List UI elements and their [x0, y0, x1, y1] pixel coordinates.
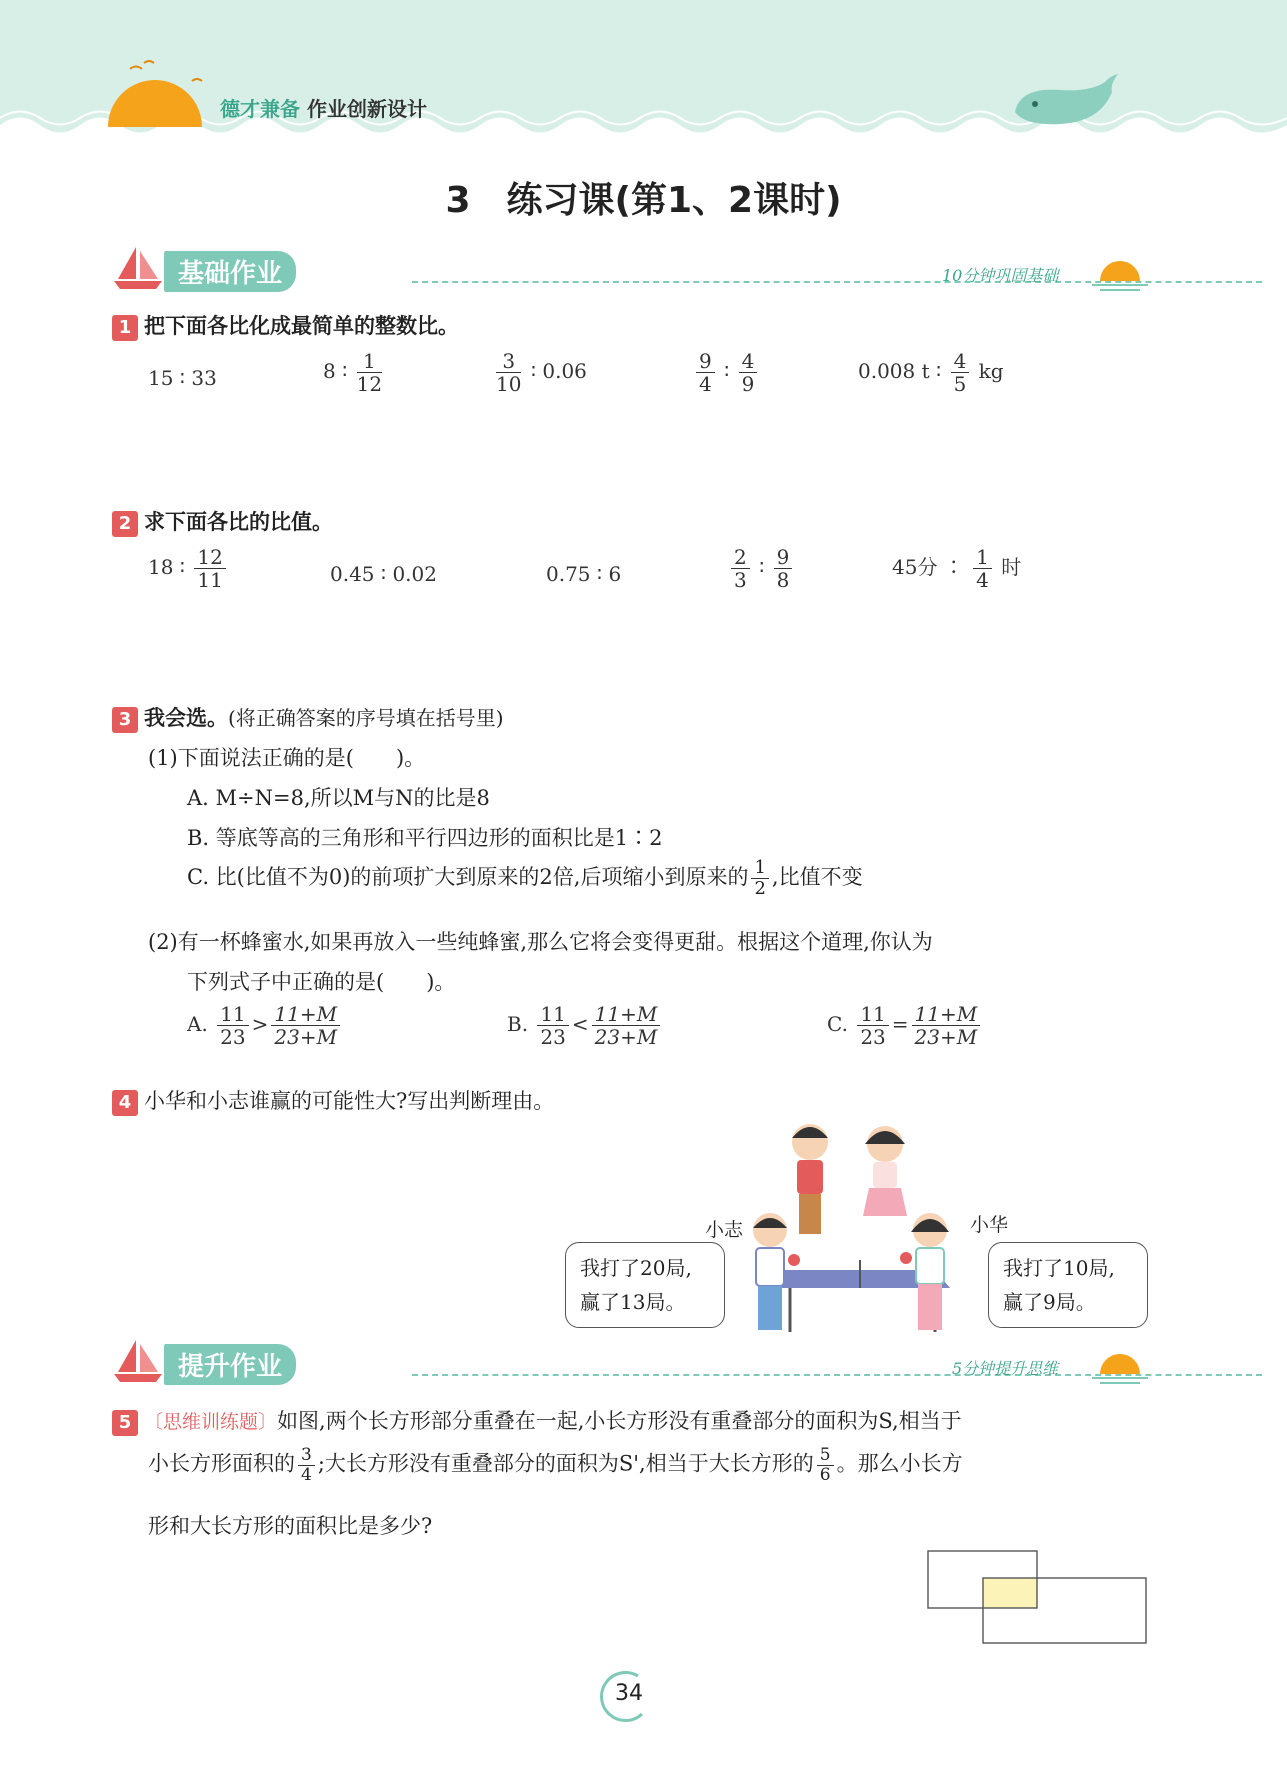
q3-sub-1: (1)下面说法正确的是( )。: [148, 746, 426, 770]
question-4: [112, 1085, 554, 1116]
q1-item-4: $\frac{9}{4}$ ∶ $\frac{4}{9}$: [693, 350, 760, 395]
section-basic-note: 10分钟巩固基础: [942, 266, 1059, 285]
sailboat-icon: [112, 1338, 164, 1384]
question-tag: 〔思维训练题〕: [144, 1411, 278, 1433]
question-number: 4: [112, 1090, 138, 1116]
section-advanced-header: [112, 1338, 1152, 1388]
sun-small-icon: [1092, 245, 1152, 295]
question-5-line-2: 小长方形面积的 $\frac{3}{4}$ ;大长方形没有重叠部分的面积为S',相当于大长方形的 $\frac{5}{6}$ 。那么小长方: [148, 1445, 963, 1485]
q3-sub-1-option-b: B. 等底等高的三角形和平行四边形的面积比是1∶2: [187, 826, 663, 850]
section-advanced-note: 5分钟提升思维: [952, 1359, 1059, 1378]
whale-icon: [1010, 72, 1125, 132]
q3-sub-1-option-a: A. M÷N=8,所以M与N的比是8: [187, 786, 490, 810]
q3-sub-2-options: [187, 1003, 1047, 1065]
q1-item-3: $\frac{3}{10}$ ∶ 0.06: [496, 349, 587, 396]
name-label-xiaohua: 小华: [970, 1214, 1009, 1236]
page-number: 34: [615, 1681, 643, 1706]
name-label-xiaozhi: 小志: [705, 1219, 744, 1241]
question-note: (将正确答案的序号填在括号里): [228, 706, 504, 730]
question-number: 2: [112, 511, 138, 537]
section-basic-label: 基础作业: [164, 251, 296, 292]
sun-logo-icon: [100, 55, 210, 130]
question-prompt: 小华和小志谁赢的可能性大?写出判断理由。: [144, 1089, 555, 1113]
overlapping-rectangles-figure: [925, 1548, 1150, 1648]
speech-bubble-xiaohua: 我打了10局, 赢了9局。: [988, 1242, 1148, 1328]
question-number: 5: [112, 1410, 138, 1436]
question-5: [112, 1405, 1152, 1436]
question-prompt: 把下面各比化成最简单的整数比。: [144, 314, 459, 338]
question-prompt: 我会选。: [144, 706, 228, 730]
question-prompt: 求下面各比的比值。: [144, 510, 333, 534]
question-number: 1: [112, 315, 138, 341]
q3-sub-2-line-1: (2)有一杯蜂蜜水,如果再放入一些纯蜂蜜,那么它将会变得更甜。根据这个道理,你认为: [148, 930, 933, 954]
sun-small-icon: [1092, 1338, 1152, 1388]
option-a: A. $\frac{11}{23}$ > $\frac{11+M}{23+M}$: [187, 1003, 343, 1048]
q2-item-3: 0.75 ∶ 6: [546, 562, 622, 586]
question-2: [112, 506, 333, 537]
question-line-1: 如图,两个长方形部分重叠在一起,小长方形没有重叠部分的面积为S,相当于: [277, 1409, 962, 1433]
q2-item-4: $\frac{2}{3}$ ∶ $\frac{9}{8}$: [728, 546, 795, 591]
boy-player-xiaozhi: [740, 1210, 800, 1340]
section-advanced-label: 提升作业: [164, 1344, 296, 1385]
question-1: [112, 310, 459, 341]
q2-item-2: 0.45 ∶ 0.02: [330, 562, 437, 586]
q3-sub-1-option-c: C. 比(比值不为0)的前项扩大到原来的2倍,后项缩小到原来的 $\frac{1}{2}$ ,比值不变: [187, 857, 863, 899]
brand-subtitle: 作业创新设计: [306, 97, 427, 121]
sailboat-icon: [112, 245, 164, 291]
q1-item-1: 15 ∶ 33: [148, 366, 217, 390]
brand-name: 德才兼备: [220, 97, 300, 121]
section-basic-header: [112, 245, 1152, 295]
question-3: [112, 702, 504, 733]
question-number: 3: [112, 707, 138, 733]
girl-player-xiaohua: [900, 1210, 960, 1340]
q2-item-1: 18 ∶ $\frac{12}{11}$: [148, 546, 229, 591]
q1-expressions: [148, 350, 1048, 410]
q1-item-5: 0.008 t ∶ $\frac{4}{5}$ kg: [858, 349, 1004, 396]
option-c: C. $\frac{11}{23}$ = $\frac{11+M}{23+M}$: [827, 1003, 983, 1048]
page-title: 3 练习课(第1、2课时): [445, 180, 842, 221]
option-b: B. $\frac{11}{23}$ < $\frac{11+M}{23+M}$: [507, 1003, 663, 1048]
speech-bubble-xiaozhi: 我打了20局, 赢了13局。: [565, 1242, 725, 1328]
q3-sub-2-line-2: 下列式子中正确的是( )。: [187, 970, 456, 994]
q2-expressions: [148, 546, 1048, 606]
question-5-line-3: 形和大长方形的面积比是多少?: [148, 1514, 433, 1538]
q2-item-5: 45分 ∶ $\frac{1}{4}$ 时: [892, 545, 1022, 592]
q1-item-2: 8 ∶ $\frac{1}{12}$: [323, 349, 383, 396]
